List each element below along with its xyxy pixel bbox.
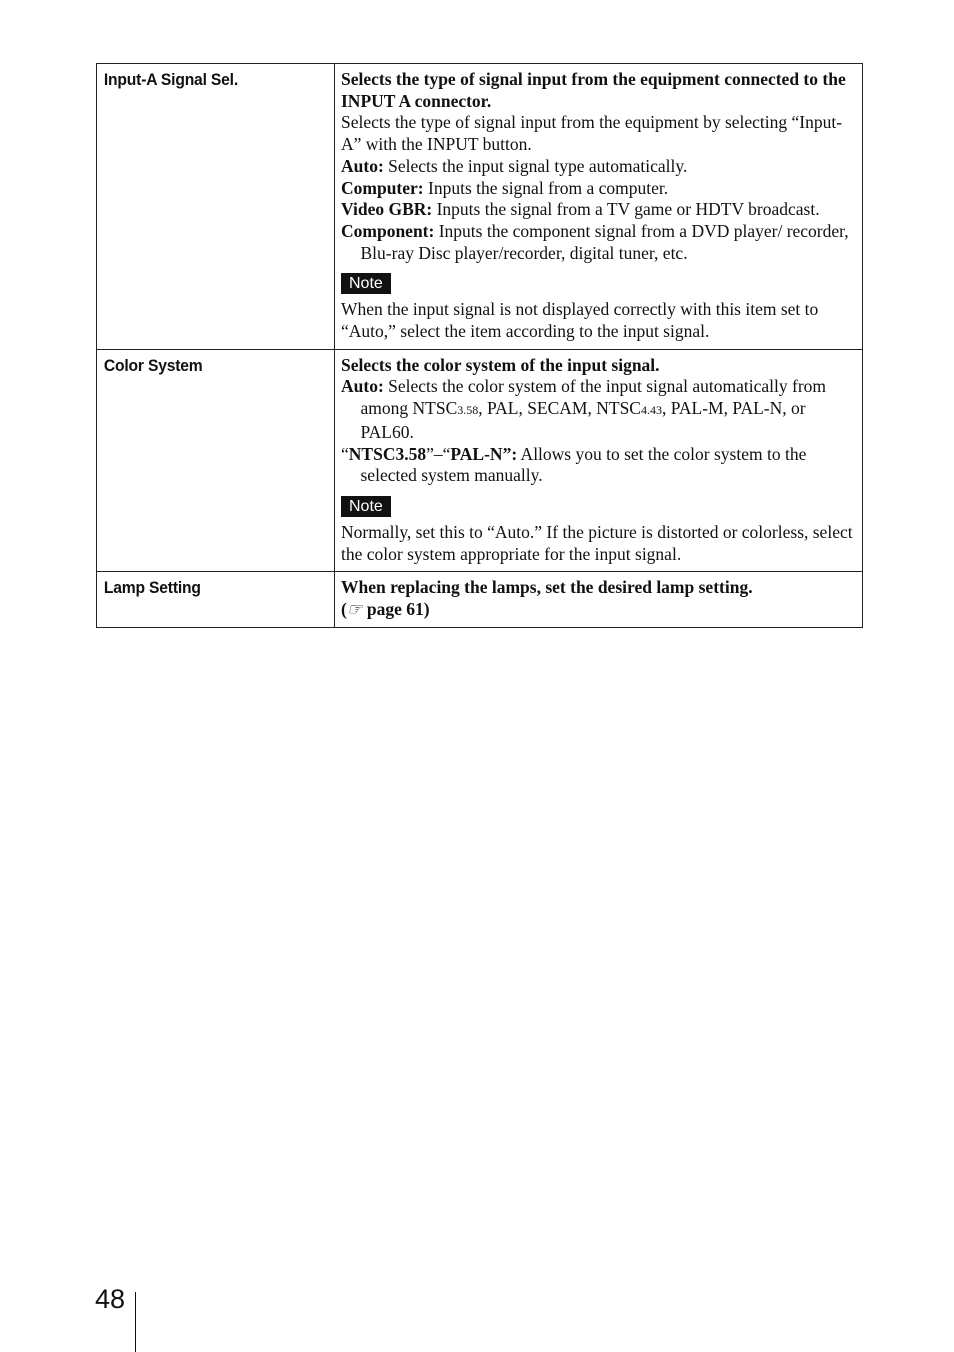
option-text: Inputs the signal from a computer. bbox=[423, 177, 669, 198]
setting-label-lamp-setting: Lamp Setting bbox=[97, 572, 316, 627]
setting-description bbox=[335, 64, 863, 350]
option-item bbox=[341, 156, 858, 178]
note-badge: Note bbox=[341, 273, 391, 294]
option-item bbox=[341, 376, 858, 443]
table-row bbox=[97, 349, 863, 572]
option-item bbox=[341, 444, 858, 487]
note-text: When the input signal is not displayed correctly with this item set to “Auto,” select the item according to the input signal. bbox=[341, 299, 819, 342]
pointing-hand-icon: ☞ bbox=[346, 599, 363, 620]
page-reference bbox=[341, 599, 858, 621]
subscript: 3.58 bbox=[457, 403, 479, 418]
quote-mark: ”–“ bbox=[426, 443, 451, 464]
page-reference-text: page 61) bbox=[362, 599, 430, 620]
setting-heading: Selects the type of signal input from the equipment connected to the INPUT A connector. bbox=[341, 69, 846, 111]
note-badge: Note bbox=[341, 496, 391, 517]
table-row bbox=[97, 64, 863, 350]
option-term: Computer: bbox=[341, 177, 424, 198]
setting-label-input-a: Input-A Signal Sel. bbox=[97, 64, 316, 350]
option-term: Component: bbox=[341, 220, 435, 241]
option-term: PAL-N bbox=[450, 443, 503, 464]
option-term: Video GBR: bbox=[341, 199, 433, 220]
setting-intro: Selects the type of signal input from the equipment by selecting “Input-A” with the INPUT button. bbox=[341, 112, 843, 155]
option-item bbox=[341, 178, 858, 200]
setting-description bbox=[335, 572, 863, 627]
subscript: 4.43 bbox=[640, 403, 662, 418]
setting-heading: Selects the color system of the input signal. bbox=[341, 354, 660, 375]
settings-table bbox=[96, 63, 863, 628]
setting-description bbox=[335, 349, 863, 572]
setting-label-color-system: Color System bbox=[97, 349, 316, 572]
option-text: Allows you to set the color system to the selected system manually. bbox=[360, 443, 807, 486]
option-text: , PAL, SECAM, NTSC bbox=[478, 398, 641, 419]
quote-mark: “ bbox=[341, 443, 349, 464]
table-row bbox=[97, 572, 863, 627]
option-text: , PAL-M, PAL-N, or PAL60. bbox=[360, 398, 806, 442]
quote-mark: ”: bbox=[502, 443, 518, 464]
option-text: Inputs the signal from a TV game or HDTV broadcast. bbox=[432, 199, 820, 220]
option-term: Auto: bbox=[341, 376, 384, 397]
option-text: Inputs the component signal from a DVD player/ recorder, Blu-ray Disc player/recorder, digital tuner, etc. bbox=[360, 220, 849, 263]
paren: ( bbox=[341, 599, 347, 620]
setting-heading: When replacing the lamps, set the desired lamp setting. bbox=[341, 577, 753, 598]
option-item bbox=[341, 199, 858, 221]
page-number: 48 bbox=[95, 1284, 126, 1314]
page-number-divider bbox=[135, 1292, 136, 1352]
option-item bbox=[341, 221, 858, 264]
option-term: Auto: bbox=[341, 155, 384, 176]
option-text: Selects the color system of the input signal automatically from among NTSC bbox=[360, 376, 827, 419]
option-text: Selects the input signal type automatically. bbox=[383, 155, 688, 176]
option-term: NTSC3.58 bbox=[348, 443, 427, 464]
note-text: Normally, set this to “Auto.” If the picture is distorted or colorless, select the color system appropriate for the input signal. bbox=[341, 521, 853, 564]
